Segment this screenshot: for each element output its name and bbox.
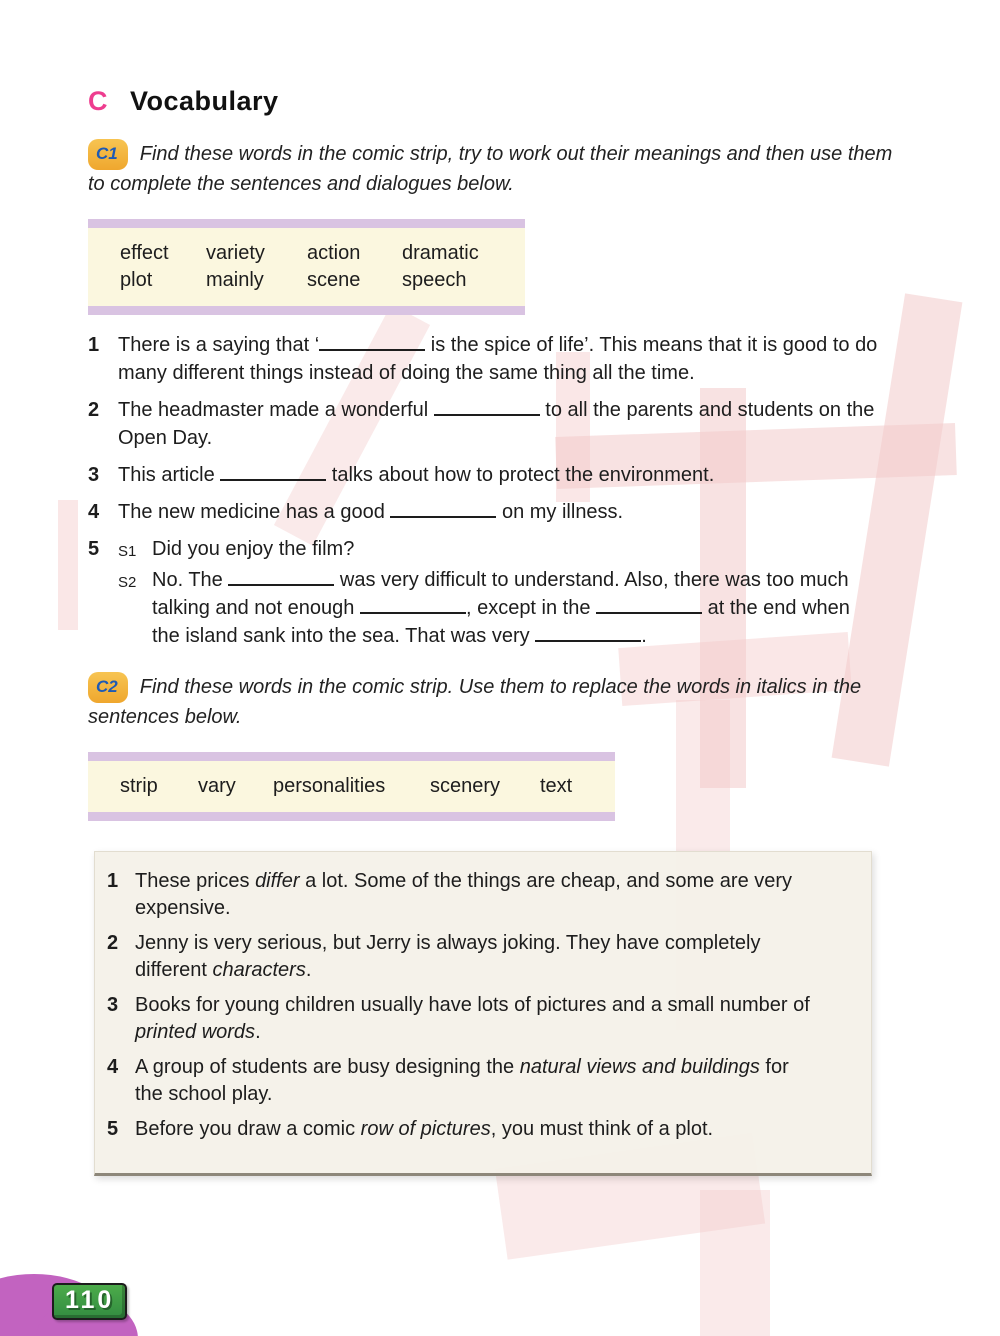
item-number: 1: [107, 870, 119, 892]
sentence-text: to all the parents and students on the Open Day.: [118, 399, 875, 449]
word-row: [120, 240, 525, 267]
sentence-text: is the spice of life’. This means that it is good to do many different things instead of doing the same thing all the time.: [118, 334, 878, 384]
item-body: [118, 331, 918, 387]
blank-line: [360, 610, 466, 614]
italic-word: printed words: [135, 1021, 256, 1043]
exercise-item: [107, 992, 851, 1046]
sentence-text: , you must think of a plot.: [490, 1118, 714, 1140]
exercise-item: [88, 331, 930, 387]
item-number: 5: [107, 1118, 119, 1140]
word-box-bottom-bar: [88, 306, 525, 315]
vocab-word: action: [307, 242, 361, 264]
vocab-word: speech: [402, 269, 467, 291]
dialogue-row: [118, 566, 867, 650]
exercise-item: [107, 1054, 851, 1108]
exercise-item: [88, 396, 930, 452]
sentence-text: Jenny is very serious, but Jerry is always joking. They have completely different: [135, 932, 761, 981]
item-number: 2: [107, 932, 119, 954]
italic-word: differ: [255, 870, 300, 892]
sentence-text: Before you draw a comic: [135, 1118, 361, 1140]
sentence-text: Did you enjoy the film?: [152, 538, 355, 560]
sentence-text: .: [305, 959, 312, 981]
vocab-word: text: [540, 775, 573, 797]
item-number: 3: [88, 464, 100, 486]
sentence-text: was very difficult to understand. Also, there was too much talking and not enough: [152, 569, 849, 619]
blank-line: [228, 582, 334, 586]
sentence-text: A group of students are busy designing the: [135, 1056, 520, 1078]
watermark-shape: [700, 1190, 770, 1336]
speaker-label: S2: [118, 574, 137, 591]
item-number: 4: [107, 1056, 119, 1078]
c2-word-list: [88, 761, 615, 812]
blank-line: [535, 638, 641, 642]
blank-line: [434, 412, 540, 416]
c2-word-box: [88, 752, 615, 821]
c2-sentence-list: [107, 868, 851, 1143]
exercise-item: [88, 461, 930, 489]
vocab-word: strip: [120, 775, 158, 797]
c1-instruction: [88, 139, 908, 199]
vocab-word: dramatic: [402, 242, 479, 264]
blank-line: [596, 610, 702, 614]
sentence-text: on my illness.: [496, 501, 624, 523]
vocab-word: effect: [120, 242, 169, 264]
page-number-badge: 110: [52, 1283, 127, 1320]
sentence-text: at the end when the island sank into the sea. That was very: [152, 597, 850, 647]
vocab-word: mainly: [206, 269, 264, 291]
italic-word: characters: [212, 959, 306, 981]
c2-instruction-text: Find these words in the comic strip. Use them to replace the words in italics in the sentences below.: [88, 676, 862, 728]
word-row: [120, 773, 615, 800]
sentence-text: The new medicine has a good: [118, 501, 391, 523]
c1-badge: C1: [88, 139, 128, 170]
vocab-word: scene: [307, 269, 361, 291]
c1-sentence-list: [88, 331, 930, 650]
c1-word-box: [88, 219, 525, 315]
c1-instruction-text: Find these words in the comic strip, try to work out their meanings and then use them to complete the sentences and dialogues below.: [88, 143, 893, 195]
word-box-top-bar: [88, 219, 525, 228]
sentence-text: There is a saying that ‘: [118, 334, 320, 356]
word-row: [120, 267, 525, 294]
sentence-text: The headmaster made a wonderful: [118, 399, 434, 421]
sentence-text: No. The: [152, 569, 229, 591]
page-title: [88, 86, 930, 117]
item-body: [135, 1054, 810, 1108]
item-number: 2: [88, 399, 100, 421]
c2-badge: C2: [88, 672, 128, 703]
exercise-item: [88, 535, 930, 650]
c2-instruction: [88, 672, 908, 732]
item-number: 1: [88, 334, 100, 356]
item-number: 4: [88, 501, 100, 523]
dialogue-text: [152, 566, 867, 650]
word-box-bottom-bar: [88, 812, 615, 821]
item-number: 5: [88, 538, 100, 560]
sentence-text: Books for young children usually have lots of pictures and a small number of: [135, 994, 810, 1016]
sentence-text: a lot. Some of the things are cheap, and some are very expensive.: [135, 870, 793, 919]
sentence-text: , except in the: [465, 597, 597, 619]
section-title: Vocabulary: [130, 86, 279, 116]
vocab-word: scenery: [430, 775, 501, 797]
sentence-text: These prices: [135, 870, 256, 892]
exercise-item: [107, 868, 851, 922]
exercise-item: [88, 498, 930, 526]
item-body: [135, 992, 810, 1046]
blank-line: [319, 347, 425, 351]
item-body: [118, 535, 867, 650]
sentence-text: talks about how to protect the environment.: [326, 464, 715, 486]
c1-word-list: [88, 228, 525, 306]
italic-word: natural views and buildings: [519, 1056, 760, 1078]
sentence-text: This article: [118, 464, 221, 486]
item-body: [135, 1116, 713, 1143]
item-body: [118, 461, 714, 489]
sentence-text: for the school play.: [135, 1056, 789, 1105]
speaker-label: S1: [118, 543, 137, 560]
item-body: [118, 498, 623, 526]
vocab-word: plot: [120, 269, 153, 291]
word-box-top-bar: [88, 752, 615, 761]
exercise-card: [94, 851, 872, 1176]
vocab-word: variety: [206, 242, 265, 264]
dialogue-row: [118, 535, 867, 566]
item-body: [118, 396, 918, 452]
item-number: 3: [107, 994, 119, 1016]
item-body: [135, 868, 810, 922]
blank-line: [220, 477, 326, 481]
blank-line: [390, 514, 496, 518]
dialogue-text: [152, 535, 354, 566]
exercise-item: [107, 930, 851, 984]
vocab-word: vary: [198, 775, 236, 797]
item-body: [135, 930, 810, 984]
section-letter: C: [88, 86, 108, 116]
vocab-word: personalities: [273, 775, 386, 797]
exercise-item: [107, 1116, 851, 1143]
sentence-text: .: [641, 625, 647, 647]
sentence-text: .: [255, 1021, 261, 1043]
italic-word: row of pictures: [360, 1118, 491, 1140]
